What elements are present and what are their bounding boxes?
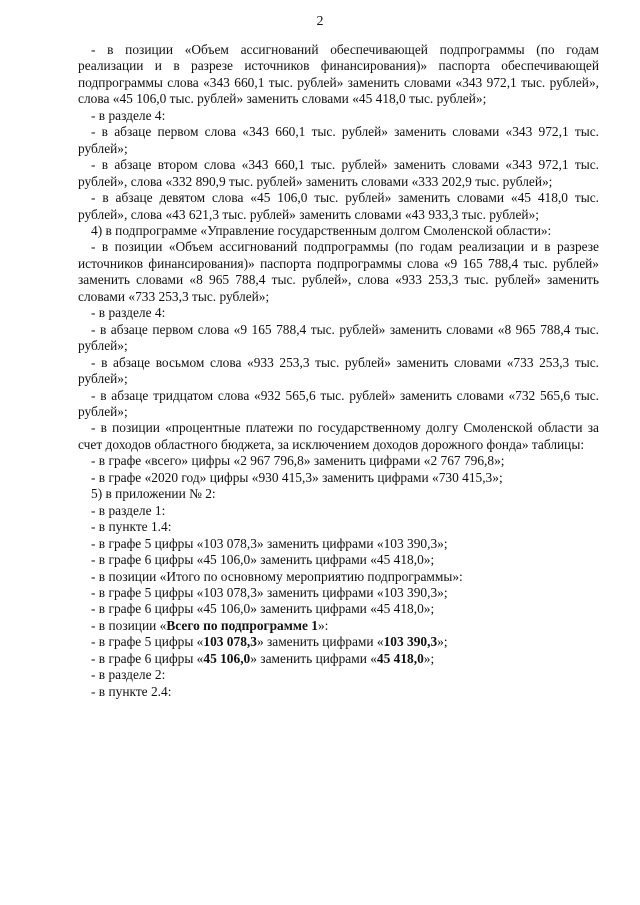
paragraph: - в пункте 2.4:: [91, 683, 172, 699]
paragraph: - в пункте 1.4:: [91, 519, 172, 535]
paragraph: - в абзаце девятом слова «45 106,0 тыс. рублей» заменить словами «45 418,0 тыс. рублей», слова «43 621,3 тыс. рублей» заменить словами «43 933,3 тыс. рублей»;: [78, 190, 599, 222]
text-middle: » заменить цифрами «: [256, 634, 384, 650]
paragraph: - в разделе 4:: [91, 107, 166, 123]
page-number: 2: [316, 14, 324, 29]
paragraph: - в позиции «Объем ассигнований подпрограммы (по годам реализации и в разрезе источников финансирования)» паспорта подпрограммы слова «9 165 788,4 тыс. рублей» заменить словами «8 965 788,4 тыс. рублей», слова «933 253,3 тыс. рублей» заменить словами «733 253,3 тыс. рублей»;: [78, 239, 599, 304]
paragraph: - в разделе 2:: [91, 667, 166, 683]
paragraph: - в разделе 1:: [91, 502, 166, 518]
text-suffix: »:: [317, 617, 329, 633]
text-prefix: - в графе 5 цифры «: [91, 634, 204, 650]
bold-text: 45 106,0: [203, 650, 251, 666]
document-body: [78, 42, 599, 700]
bold-text: 45 418,0: [376, 650, 424, 666]
text-suffix: »;: [423, 650, 435, 666]
paragraph: - в позиции «Объем ассигнований обеспечивающей подпрограммы (по годам реализации и в разрезе источников финансирования)» паспорта обеспечивающей подпрограммы слова «343 660,1 тыс. рублей» заменить словами «343 972,1 тыс. рублей», слова «45 106,0 тыс. рублей» заменить словами «45 418,0 тыс. рублей»;: [78, 42, 599, 107]
paragraph: - в абзаце первом слова «9 165 788,4 тыс. рублей» заменить словами «8 965 788,4 тыс. рублей»;: [78, 321, 599, 354]
text-suffix: »;: [437, 634, 448, 650]
paragraph: - в позиции «Итого по основному мероприятию подпрограммы»:: [91, 568, 463, 584]
paragraph-col5: [78, 634, 599, 650]
paragraph: - в абзаце первом слова «343 660,1 тыс. рублей» заменить словами «343 972,1 тыс. рублей»;: [78, 124, 599, 156]
paragraph: - в графе 6 цифры «45 106,0» заменить цифрами «45 418,0»;: [91, 601, 435, 617]
text-middle: » заменить цифрами «: [250, 650, 377, 666]
paragraph: - в графе «2020 год» цифры «930 415,3» заменить цифрами «730 415,3»;: [91, 469, 503, 485]
paragraph: - в позиции «процентные платежи по государственному долгу Смоленской области за счет доходов областного бюджета, за исключением доходов дорожного фонда» таблицы:: [78, 420, 599, 452]
paragraph: - в абзаце втором слова «343 660,1 тыс. рублей» заменить словами «343 972,1 тыс. рублей», слова «332 890,9 тыс. рублей» заменить словами «333 202,9 тыс. рублей»;: [78, 157, 599, 189]
paragraph: - в графе 6 цифры «45 106,0» заменить цифрами «45 418,0»;: [91, 552, 435, 568]
bold-text: Всего по подпрограмме 1: [166, 617, 318, 633]
paragraph-total-position: [78, 618, 599, 634]
text-prefix: - в графе 6 цифры «: [91, 650, 204, 666]
paragraph-col6: [78, 651, 599, 667]
paragraph: - в разделе 4:: [91, 305, 166, 321]
text-prefix: - в позиции «: [91, 617, 167, 633]
paragraph: 4) в подпрограмме «Управление государственным долгом Смоленской области»:: [91, 222, 552, 238]
bold-text: 103 390,3: [383, 634, 438, 650]
paragraph: - в абзаце тридцатом слова «932 565,6 тыс. рублей» заменить словами «732 565,6 тыс. рублей»;: [78, 387, 599, 419]
paragraph: - в абзаце восьмом слова «933 253,3 тыс. рублей» заменить словами «733 253,3 тыс. рублей»;: [78, 354, 599, 387]
paragraph: - в графе 5 цифры «103 078,3» заменить цифрами «103 390,3»;: [91, 584, 448, 600]
paragraph: - в графе 5 цифры «103 078,3» заменить цифрами «103 390,3»;: [91, 535, 448, 551]
paragraph: 5) в приложении № 2:: [91, 486, 216, 502]
bold-text: 103 078,3: [203, 634, 257, 650]
paragraph: - в графе «всего» цифры «2 967 796,8» заменить цифрами «2 767 796,8»;: [91, 453, 505, 469]
